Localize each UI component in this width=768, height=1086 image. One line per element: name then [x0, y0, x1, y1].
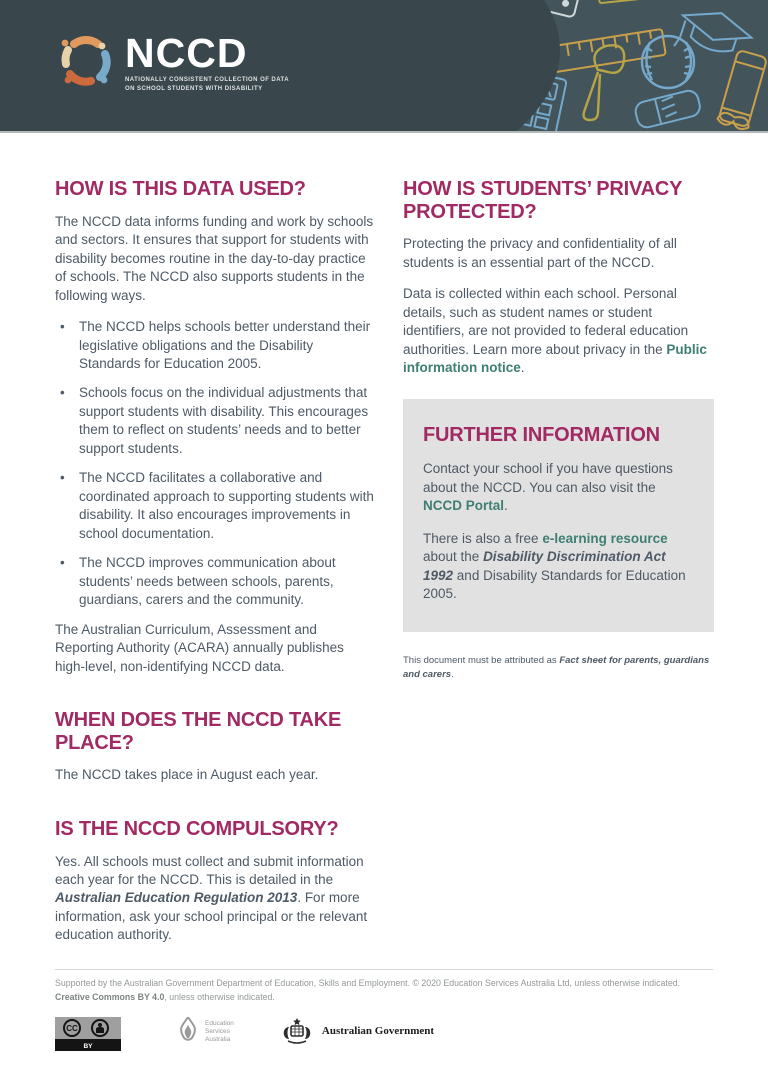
logo-title: NCCD: [125, 30, 248, 76]
regulation-emphasis: Australian Education Regulation 2013: [55, 890, 298, 906]
header-banner: [0, 0, 768, 133]
privacy-para2: Data is collected within each school. Personal details, such as student names or student identifiers, are not provided to federal education authorities. Learn more about privacy in the Public information notice.: [403, 286, 707, 376]
further-info-para2: There is also a free e-learning resource about the Disability Discrimination Act 1992 and Disability Standards for Education 2005.: [423, 530, 686, 602]
heading-further-information: FURTHER INFORMATION: [423, 423, 660, 446]
australian-government-label: Australian Government: [321, 1025, 435, 1038]
nccd-logo: [60, 30, 289, 95]
baseball-doodle-large: [642, 36, 694, 88]
logo-tagline-line1: NATIONALLY CONSISTENT COLLECTION OF DATA: [125, 76, 289, 83]
nccd-logo-text: [125, 30, 289, 95]
data-used-intro: The NCCD data informs funding and work by schools and sectors. It ensures that support for students with disability becomes routine in the day-to-day practice of schools. The NCCD also supports students in the following ways.: [55, 213, 374, 303]
public-information-notice-link[interactable]: Public information notice: [403, 341, 707, 376]
logo-tagline: [125, 76, 289, 95]
elearning-resource-link[interactable]: e-learning resource: [542, 530, 668, 546]
data-used-outro: The Australian Curriculum, Assessment and Reporting Authority (ACARA) annually publishes high-level, non-identifying NCCD data.: [55, 621, 344, 674]
footer: [55, 969, 713, 1051]
cc-by-badge-icon[interactable]: [55, 1017, 121, 1051]
attribution-note: This document must be attributed as Fact sheet for parents, guardians and carers.: [403, 654, 710, 680]
australian-government-logo: [280, 1017, 434, 1045]
eraser-doodle: [634, 89, 702, 130]
footer-line1: Supported by the Australian Government Department of Education, Skills and Employment. © 2020 Education Services Australia Ltd, unless otherwise indicated.: [55, 978, 681, 988]
data-used-bullet-list: [55, 318, 377, 610]
compulsory-text: Yes. All schools must collect and submit information each year for the NCCD. This is detailed in the Australian Education Regulation 2013. For more information, ask your school principal or the relevant education authority.: [55, 853, 368, 943]
right-column: [403, 178, 714, 958]
heading-data-used: HOW IS THIS DATA USED?: [55, 178, 306, 200]
footer-logos: [55, 1017, 713, 1051]
award-doodle: [597, 0, 662, 3]
bullet-item: • Schools focus on the individual adjustments that support students with disability. This encourages them to reflect on students’ needs and to better support students.: [55, 384, 377, 458]
further-information-box: [403, 399, 714, 632]
heading-compulsory: IS THE NCCD COMPULSORY?: [55, 817, 339, 840]
esa-logo-text: Education Services Australia: [205, 1020, 234, 1044]
scroll-doodle: [717, 50, 768, 131]
nccd-logo-icon: [60, 34, 112, 86]
heading-privacy: HOW IS STUDENTS’ PRIVACY PROTECTED?: [403, 178, 682, 223]
cc-license-text: Creative Commons BY 4.0: [55, 991, 165, 1002]
dda-emphasis: Disability Discrimination Act 1992: [423, 549, 666, 583]
further-info-para1: Contact your school if you have questions about the NCCD. You can also visit the NCCD Portal.: [423, 461, 673, 514]
esa-flame-icon: [177, 1017, 199, 1047]
bullet-item: • The NCCD facilitates a collaborative and coordinated approach to supporting students with disability. It also encourages improvements in school documentation.: [55, 469, 377, 543]
left-column: [55, 178, 377, 958]
privacy-para1: Protecting the privacy and confidentiality of all students is an essential part of the NCCD.: [403, 236, 677, 270]
footer-credits: [55, 977, 713, 1004]
bullet-item: • The NCCD helps schools better understand their legislative obligations and the Disability Standards for Education 2005.: [55, 318, 377, 373]
when-nccd-text: The NCCD takes place in August each year.: [55, 767, 319, 783]
svg-text:BY: BY: [83, 1043, 93, 1051]
magnifier-doodle: [584, 45, 625, 120]
logo-tagline-line2: ON SCHOOL STUDENTS WITH DISABILITY: [125, 86, 263, 93]
bullet-item: • The NCCD improves communication about students’ needs between schools, parents, guardians, carers and the community.: [55, 554, 377, 609]
nccd-portal-link[interactable]: NCCD Portal: [423, 498, 505, 514]
main-content: [0, 133, 768, 958]
svg-text:CC: CC: [66, 1024, 78, 1034]
heading-when-nccd: WHEN DOES THE NCCD TAKE PLACE?: [55, 709, 342, 754]
coat-of-arms-icon: [280, 1017, 314, 1045]
attribution-title-emphasis: Fact sheet for parents, guardians and carers: [403, 654, 710, 680]
esa-logo: [177, 1017, 234, 1047]
footer-line2: Creative Commons BY 4.0, unless otherwise indicated.: [55, 991, 275, 1002]
